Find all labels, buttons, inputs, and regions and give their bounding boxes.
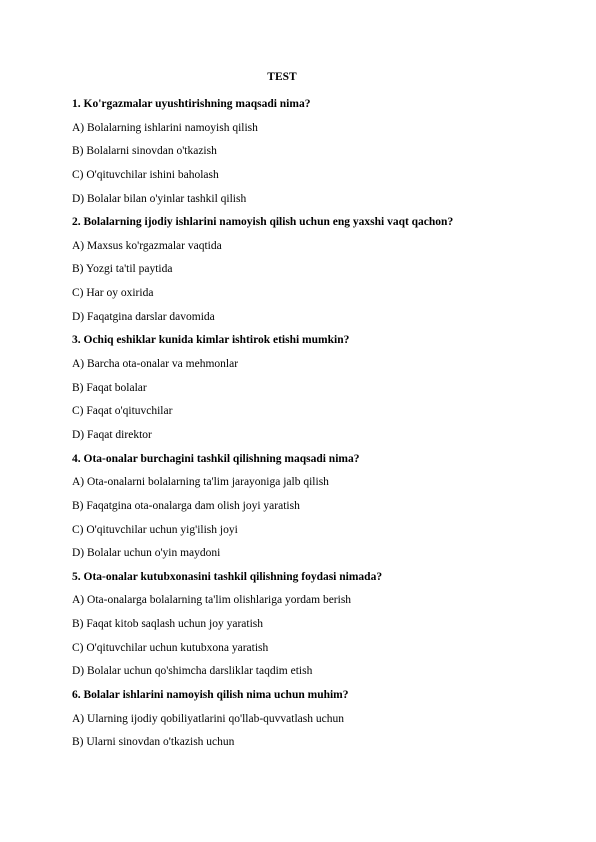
question-3: 3. Ochiq eshiklar kunida kimlar ishtirok etishi mumkin? bbox=[72, 334, 350, 347]
question-2-option-d: D) Faqatgina darslar davomida bbox=[72, 310, 215, 323]
question-2-option-c: C) Har oy oxirida bbox=[72, 287, 154, 300]
question-1-option-b: B) Bolalarni sinovdan o'tkazish bbox=[72, 145, 217, 158]
question-5-option-b: B) Faqat kitob saqlash uchun joy yaratish bbox=[72, 618, 263, 631]
question-5-option-c: C) O'qituvchilar uchun kutubxona yaratish bbox=[72, 641, 269, 654]
question-1-option-d: D) Bolalar bilan o'yinlar tashkil qilish bbox=[72, 192, 247, 205]
question-4-option-b: B) Faqatgina ota-onalarga dam olish joyi yaratish bbox=[72, 499, 300, 512]
question-list bbox=[72, 96, 552, 758]
question-3-option-a: A) Barcha ota-onalar va mehmonlar bbox=[72, 358, 239, 371]
question-6: 6. Bolalar ishlarini namoyish qilish nima uchun muhim? bbox=[72, 689, 349, 702]
question-3-option-c: C) Faqat o'qituvchilar bbox=[72, 405, 173, 418]
question-1-option-a: A) Bolalarning ishlarini namoyish qilish bbox=[72, 121, 258, 134]
question-4-option-d: D) Bolalar uchun o'yin maydoni bbox=[72, 547, 221, 560]
question-2-option-a: A) Maxsus ko'rgazmalar vaqtida bbox=[72, 239, 222, 252]
question-6-option-b: B) Ularni sinovdan o'tkazish uchun bbox=[72, 736, 235, 749]
page-title: TEST bbox=[267, 71, 297, 83]
question-4: 4. Ota-onalar burchagini tashkil qilishning maqsadi nima? bbox=[72, 452, 360, 465]
question-2: 2. Bolalarning ijodiy ishlarini namoyish qilish uchun eng yaxshi vaqt qachon? bbox=[72, 216, 454, 229]
question-2-option-b: B) Yozgi ta'til paytida bbox=[72, 263, 173, 276]
question-1: 1. Ko'rgazmalar uyushtirishning maqsadi nima? bbox=[72, 98, 311, 110]
question-3-option-d: D) Faqat direktor bbox=[72, 428, 152, 441]
question-5-option-d: D) Bolalar uchun qo'shimcha darsliklar taqdim etish bbox=[72, 665, 313, 678]
question-4-option-a: A) Ota-onalarni bolalarning ta'lim jarayoniga jalb qilish bbox=[72, 476, 329, 489]
question-5-option-a: A) Ota-onalarga bolalarning ta'lim olishlariga yordam berish bbox=[72, 594, 352, 607]
question-3-option-b: B) Faqat bolalar bbox=[72, 381, 147, 394]
question-4-option-c: C) O'qituvchilar uchun yig'ilish joyi bbox=[72, 523, 238, 536]
question-6-option-a: A) Ularning ijodiy qobiliyatlarini qo'llab-quvvatlash uchun bbox=[72, 712, 344, 725]
question-1-option-c: C) O'qituvchilar ishini baholash bbox=[72, 168, 219, 181]
question-5: 5. Ota-onalar kutubxonasini tashkil qilishning foydasi nimada? bbox=[72, 570, 383, 583]
